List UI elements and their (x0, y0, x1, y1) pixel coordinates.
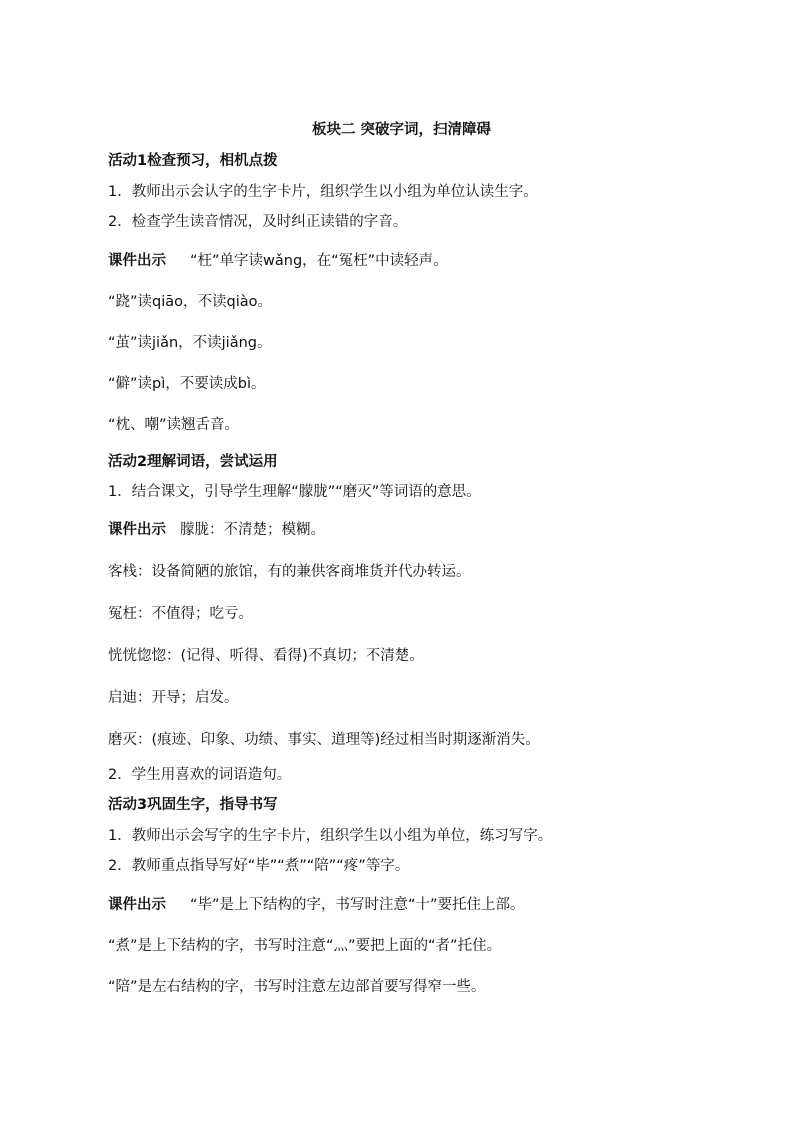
courseware-line: “煮”是上下结构的字，书写时注意“灬”要把上面的“者”托住。 (108, 938, 502, 954)
activity1-item-1: 1．教师出示会认字的生字卡片，组织学生以小组为单位认读生字。 (108, 184, 538, 200)
activity3-item-2: 2．教师重点指导写好“毕”“煮”“陪”“疼”等字。 (108, 858, 410, 874)
courseware-line: 朦胧：不清楚；模糊。 (180, 522, 325, 538)
courseware-label: 课件出示 (108, 522, 166, 538)
activity1-heading: 活动1检查预习，相机点拨 (108, 153, 278, 169)
courseware-line: 磨灭：(痕迹、印象、功绩、事实、道理等)经过相当时期逐渐消失。 (108, 732, 540, 748)
activity2-item-2: 2．学生用喜欢的词语造句。 (108, 767, 292, 783)
courseware-line: “枕、嘲”读翘舌音。 (108, 417, 240, 433)
courseware-line: “枉”单字读wǎng，在“冤枉”中读轻声。 (190, 253, 448, 269)
courseware-label: 课件出示 (108, 897, 166, 913)
courseware-label: 课件出示 (108, 253, 166, 269)
section-title: 板块二 突破字词，扫清障碍 (312, 122, 492, 138)
activity3-heading: 活动3巩固生字，指导书写 (108, 797, 278, 813)
courseware-line: 冤枉：不值得；吃亏。 (108, 606, 253, 622)
activity1-item-2: 2．检查学生读音情况，及时纠正读错的字音。 (108, 214, 408, 230)
courseware-line: 恍恍惚惚：(记得、听得、看得)不真切；不清楚。 (108, 648, 424, 664)
activity2-heading: 活动2理解词语，尝试运用 (108, 454, 278, 470)
activity2-item-1: 1．结合课文，引导学生理解“朦胧”“磨灭”等词语的意思。 (108, 484, 481, 500)
courseware-line: 客栈：设备简陋的旅馆，有的兼供客商堆货并代办转运。 (108, 564, 471, 580)
activity3-courseware-row (108, 895, 525, 915)
activity2-courseware-row (108, 520, 325, 540)
courseware-line: “跷”读qiāo，不读qiào。 (108, 294, 273, 310)
courseware-line: “僻”读pì，不要读成bì。 (108, 376, 266, 392)
courseware-line: “茧”读jiǎn，不读jiǎng。 (108, 335, 272, 351)
activity3-item-1: 1．教师出示会写字的生字卡片，组织学生以小组为单位，练习写字。 (108, 828, 553, 844)
courseware-line: “毕”是上下结构的字，书写时注意“十”要托住上部。 (190, 897, 525, 913)
courseware-line: “陪”是左右结构的字，书写时注意左边部首要写得窄一些。 (108, 979, 486, 995)
courseware-line: 启迪：开导；启发。 (108, 690, 239, 706)
activity1-courseware-row (108, 251, 448, 271)
